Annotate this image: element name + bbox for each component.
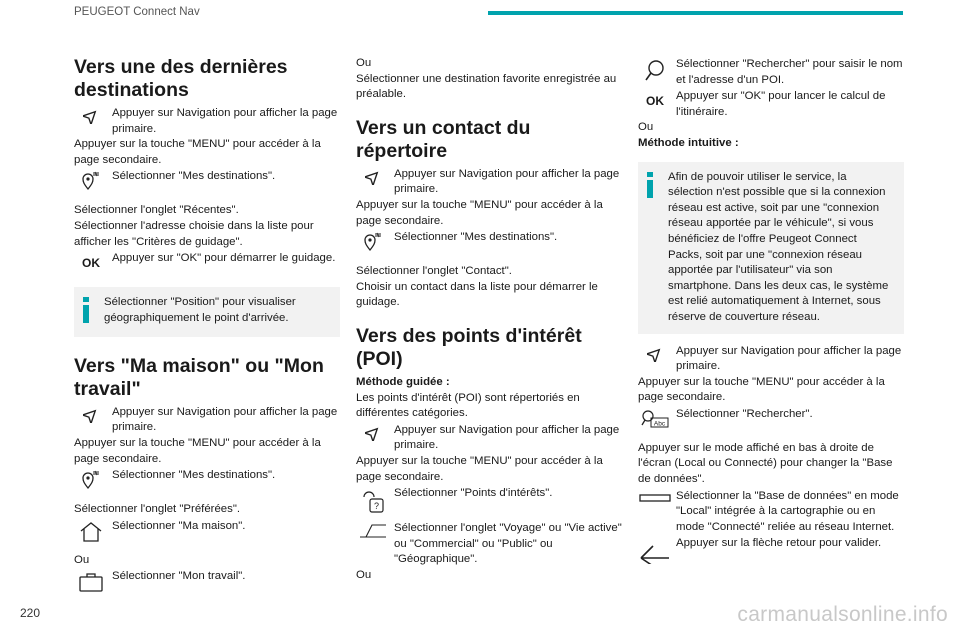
instruction-back: Appuyer sur la flèche retour pour valider. [638,536,904,562]
map-pin-star-icon [356,230,390,256]
column-3: Sélectionner "Rechercher" pour saisir le nom et l'adresse d'un POI. OK Appuyer sur "OK" pour lancer le calcul de l'itinéraire. Ou Méthode intuitive : Afin de pouvoir utiliser le service, la sélection n'est possible que si la connexion réseau est active, soit par une "connexion réseau apportée par le véhicule", si vous bénéficiez de l'offre Peugeot Connect Packs, soit par une "connexion réseau apportée par l'utilisateur" via son smartphone. Dans les deux cas, le système est relié automatiquement à Internet, sous réserve de couverture réseau. Appuyer sur Navigation pour afficher la page primaire. Appuyer sur la touche "MENU" pour accéder à la page secondaire. Abc Sélectionner "Rechercher". Appuyer sur le mode affiché en bas à droite de l'écran (Local ou Connecté) pour changer la "Base de données". Sélectionner la "Base de données" en mode "Local" intégrée à la cartographie ou en mode "Connecté" reliée au réseau Internet. Appuyer sur la flèche retour pour valider. [638,56,904,562]
heading-poi: Vers des points d'intérêt (POI) [356,324,582,370]
instruction-home: Sélectionner "Ma maison". [74,519,340,545]
briefcase-icon [74,569,108,595]
database-bar-icon [638,489,672,515]
navigation-arrow-icon [74,106,108,132]
ok-button-icon: OK [82,256,100,271]
heading-recent-destinations: Vers une des dernières destinations [74,56,288,101]
instruction-search-keyboard: Abc Sélectionner "Rechercher". [638,407,904,433]
instruction-destinations: Sélectionner "Mes destinations". [74,169,340,195]
page-number: 220 [20,606,41,620]
watermark: carmanualsonline.info [737,603,948,626]
instruction-navigation: Appuyer sur Navigation pour afficher la page primaire. [638,344,904,375]
info-note-service: Afin de pouvoir utiliser le service, la sélection n'est possible que si la connexion réseau est active, soit par une "connexion réseau apportée par le véhicule", si vous bénéficiez de l'offre Peugeot Connect Packs, soit par une "connexion réseau apportée par l'utilisateur" via son smartphone. Dans les deux cas, le système est relié automatiquement à Internet, sous réserve de couverture réseau. [638,162,904,334]
navigation-arrow-icon [356,167,390,193]
navigation-arrow-icon [638,344,672,370]
instruction-category-tab: Sélectionner l'onglet "Voyage" ou "Vie active" ou "Commercial" ou "Public" ou "Géographique". [356,521,622,568]
instruction-poi: ? Sélectionner "Points d'intérêts". [356,486,622,512]
map-pin-star-icon [74,468,108,494]
map-pin-star-icon [74,169,108,195]
column-2: Ou Sélectionner une destination favorite enregistrée au préalable. Vers un contact du répertoire Appuyer sur Navigation pour afficher la page primaire. Appuyer sur la touche "MENU" pour accéder à la page secondaire. Sélectionner "Mes destinations". Sélectionner l'onglet "Contact". Choisir un contact dans la liste pour démarrer le guidage. Vers des points d'intérêt (POI) Méthode guidée : Les points d'intérêt (POI) sont répertoriés en différentes catégories. Appuyer sur Navigation pour afficher la page primaire. Appuyer sur la touche "MENU" pour accéder à la page secondaire. ? Sélectionner "Points d'intérêts". Sélectionner l'onglet "Voyage" ou "Vie active" ou "Commercial" ou "Public" ou "Géographique". Ou [356,57,622,581]
instruction-navigation: Appuyer sur Navigation pour afficher la page primaire. [356,423,622,454]
svg-text:?: ? [373,501,380,512]
column-1: Vers une des dernières destinations Appuyer sur Navigation pour afficher la page primaire. Appuyer sur la touche "MENU" pour accéder à la page secondaire. Sélectionner "Mes destinations". Sélectionner l'onglet "Récentes". Sélectionner l'adresse choisie dans la liste pour afficher les "Critères de guidage". OK Appuyer sur "OK" pour démarrer le guidage. Sélectionner "Position" pour visualiser géographiquement le point d'arrivée. Vers "Ma maison" ou "Mon travail" Appuyer sur Navigation pour afficher la page primaire. Appuyer sur la touche "MENU" pour accéder à la page secondaire. Sélectionner "Mes destinations". Sélectionner l'onglet "Préférées". Sélectionner "Ma maison". Ou Sélectionner "Mon travail". [74,56,340,595]
instruction-navigation: Appuyer sur Navigation pour afficher la page primaire. [74,405,340,436]
instruction-database: Sélectionner la "Base de données" en mode "Local" intégrée à la cartographie ou en mode "Connecté" reliée au réseau Internet. [638,489,904,536]
magnifier-icon [638,57,672,83]
info-note-position: Sélectionner "Position" pour visualiser géographiquement le point d'arrivée. [74,287,340,337]
back-arrow-icon [638,536,672,562]
info-icon [646,170,658,326]
points-of-interest-icon [356,486,390,512]
instruction-search: Sélectionner "Rechercher" pour saisir le nom et l'adresse d'un POI. [638,57,904,88]
info-icon [82,295,94,329]
heading-home-work: Vers "Ma maison" ou "Mon travail" [74,354,324,400]
navigation-arrow-icon [356,423,390,449]
navigation-arrow-icon [74,405,108,431]
instruction-work: Sélectionner "Mon travail". [74,569,340,595]
road-icon [356,521,390,547]
instruction-ok: OK Appuyer sur "OK" pour lancer le calcul de l'itinéraire. [638,89,904,120]
running-header: PEUGEOT Connect Nav [74,6,200,18]
header-accent-bar [488,11,903,15]
ok-button-icon: OK [646,94,664,109]
instruction-navigation: Appuyer sur Navigation pour afficher la page primaire. [74,106,340,137]
instruction-ok: OK Appuyer sur "OK" pour démarrer le guidage. [74,251,340,277]
instruction-destinations: Sélectionner "Mes destinations". [356,230,622,256]
svg-text:Abc: Abc [653,420,666,428]
instruction-navigation: Appuyer sur Navigation pour afficher la page primaire. [356,167,622,198]
abc-keyboard-icon [638,407,672,433]
heading-contact: Vers un contact du répertoire [356,116,531,162]
instruction-destinations: Sélectionner "Mes destinations". [74,468,340,494]
home-icon [74,519,108,545]
